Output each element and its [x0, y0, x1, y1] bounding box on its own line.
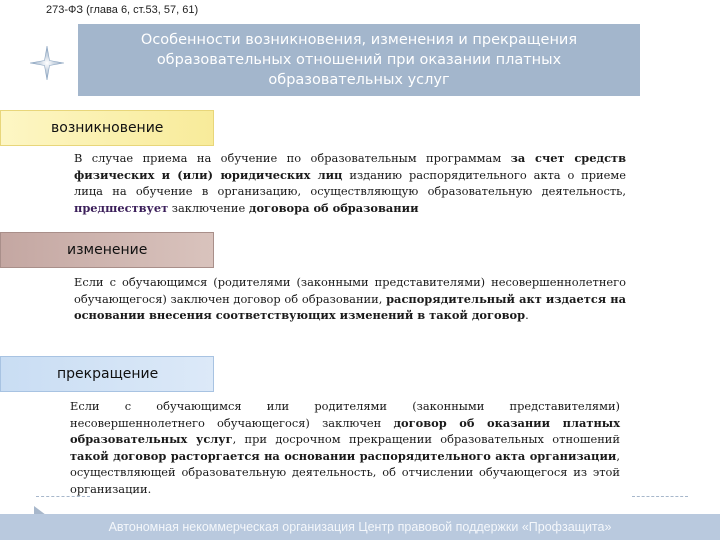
text-run: , осуществляющей образовательную деятельность, об отчислении обучающегося из этой организации. [70, 448, 620, 496]
text-run: . [525, 308, 529, 322]
footer-bar [0, 514, 720, 540]
law-reference: 273-ФЗ (глава 6, ст.53, 57, 61) [46, 4, 199, 16]
text-run-bold: распорядительный акт издается на основании внесения соответствующих изменений в такой договор [74, 291, 626, 322]
section-label-emergence: возникновение [0, 110, 214, 146]
divider-left [36, 496, 90, 497]
text-run: , при досрочном прекращении образовательных отношений [232, 432, 620, 446]
page-title: Особенности возникновения, изменения и прекращения образовательных отношений при оказании платных образовательных услуг [78, 24, 640, 96]
footer-text: Автономная некоммерческая организация Центр правовой поддержки «Профзащита» [108, 520, 612, 534]
divider-right [632, 496, 688, 497]
text-run: Если с обучающимся (родителями (законными представителями) несовершеннолетнего обучающегося) заключен договор об образовании, [74, 275, 626, 306]
section-label-change: изменение [0, 232, 214, 268]
section-text-termination [70, 398, 620, 497]
text-run: заключение [168, 200, 249, 215]
section-text-emergence [74, 150, 626, 216]
text-run-bold: за счет средств физических и (или) юридических лиц [74, 151, 626, 182]
text-run: изданию распорядительного акта о приеме лица на обучение в организацию, осуществляющую образовательную деятельность, [74, 167, 626, 198]
text-run: В случае приема на обучение по образовательным программам [74, 151, 511, 165]
text-run-bold: договора об образовании [248, 200, 419, 215]
section-label-termination: прекращение [0, 356, 214, 392]
text-run-bold: такой договор расторгается на основании распорядительного акта организации [70, 448, 617, 463]
section-text-change [74, 274, 626, 324]
text-run: Если с обучающимся или родителями (законными представителями) несовершеннолетнего обучающегося) заключен [70, 399, 620, 430]
text-run-bold: договор об оказании платных образовательных услуг [70, 415, 620, 446]
text-run-highlight: предшествует [74, 200, 169, 215]
sparkle-star-icon [30, 46, 64, 80]
